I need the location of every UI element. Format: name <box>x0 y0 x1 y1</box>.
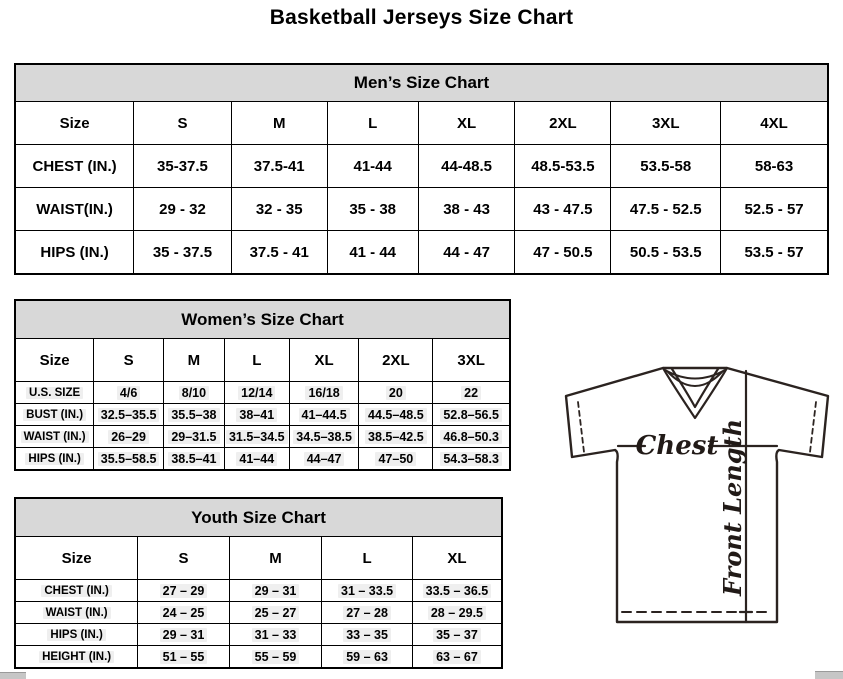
row-label: WAIST (IN.) <box>15 602 138 624</box>
cell-value: 44–47 <box>289 448 359 471</box>
table-row <box>15 231 828 275</box>
cell-value: 47.5 - 52.5 <box>611 188 721 231</box>
row-label: HIPS (IN.) <box>15 624 138 646</box>
cell-value: 38 - 43 <box>418 188 515 231</box>
column-header: 3XL <box>433 339 510 382</box>
cell-value: 52.5 - 57 <box>721 188 828 231</box>
table-header-row <box>15 537 502 580</box>
column-header: M <box>163 339 224 382</box>
cell-value: 31.5–34.5 <box>224 426 289 448</box>
column-header: XL <box>412 537 502 580</box>
column-header: 4XL <box>721 102 828 145</box>
cell-value: 12/14 <box>224 382 289 404</box>
cell-value: 41 - 44 <box>327 231 418 275</box>
cell-value: 32 - 35 <box>231 188 327 231</box>
column-header: XL <box>289 339 359 382</box>
row-label: U.S. SIZE <box>15 382 94 404</box>
table-title: Women’s Size Chart <box>15 300 510 339</box>
cell-value: 50.5 - 53.5 <box>611 231 721 275</box>
mens-size-table <box>14 63 829 275</box>
cell-value: 47–50 <box>359 448 433 471</box>
cell-value: 33.5 – 36.5 <box>412 580 502 602</box>
table-row <box>15 624 502 646</box>
cell-value: 38.5–42.5 <box>359 426 433 448</box>
row-label: WAIST(IN.) <box>15 188 134 231</box>
cell-value: 35-37.5 <box>134 145 232 188</box>
column-header: Size <box>15 102 134 145</box>
cell-value: 58-63 <box>721 145 828 188</box>
cell-value: 31 – 33 <box>229 624 322 646</box>
table-title-row <box>15 64 828 102</box>
cell-value: 26–29 <box>94 426 164 448</box>
column-header: 2XL <box>515 102 611 145</box>
row-label: CHEST (IN.) <box>15 580 138 602</box>
cell-value: 35 - 38 <box>327 188 418 231</box>
page-title: Basketball Jerseys Size Chart <box>269 6 574 29</box>
youth-size-table <box>14 497 503 669</box>
column-header: L <box>327 102 418 145</box>
cell-value: 46.8–50.3 <box>433 426 510 448</box>
column-header: M <box>229 537 322 580</box>
cell-value: 63 – 67 <box>412 646 502 669</box>
cell-value: 38.5–41 <box>163 448 224 471</box>
cell-value: 29 – 31 <box>229 580 322 602</box>
table-title: Men’s Size Chart <box>15 64 828 102</box>
column-header: S <box>134 102 232 145</box>
column-header: 2XL <box>359 339 433 382</box>
cell-value: 4/6 <box>94 382 164 404</box>
row-label: BUST (IN.) <box>15 404 94 426</box>
bottom-right-cutoff-fragment <box>815 671 843 679</box>
cell-value: 20 <box>359 382 433 404</box>
cell-value: 51 – 55 <box>138 646 230 669</box>
cell-value: 47 - 50.5 <box>515 231 611 275</box>
cell-value: 37.5-41 <box>231 145 327 188</box>
bottom-left-cutoff-fragment <box>0 672 26 679</box>
cell-value: 35 – 37 <box>412 624 502 646</box>
womens-size-table <box>14 299 511 471</box>
column-header: S <box>138 537 230 580</box>
cell-value: 25 – 27 <box>229 602 322 624</box>
cell-value: 53.5 - 57 <box>721 231 828 275</box>
cell-value: 35.5–38 <box>163 404 224 426</box>
table-title-row <box>15 300 510 339</box>
cell-value: 22 <box>433 382 510 404</box>
column-header: Size <box>15 537 138 580</box>
cell-value: 44.5–48.5 <box>359 404 433 426</box>
cell-value: 48.5-53.5 <box>515 145 611 188</box>
cell-value: 55 – 59 <box>229 646 322 669</box>
chest-label: Chest <box>635 431 719 461</box>
table-title: Youth Size Chart <box>15 498 502 537</box>
cell-value: 8/10 <box>163 382 224 404</box>
cell-value: 31 – 33.5 <box>322 580 413 602</box>
row-label: HIPS (IN.) <box>15 448 94 471</box>
front-length-label: Front Length <box>718 418 747 596</box>
table-row <box>15 580 502 602</box>
cell-value: 29 - 32 <box>134 188 232 231</box>
row-label: CHEST (IN.) <box>15 145 134 188</box>
cell-value: 44-48.5 <box>418 145 515 188</box>
cell-value: 41–44.5 <box>289 404 359 426</box>
table-row <box>15 404 510 426</box>
table-row <box>15 646 502 669</box>
cell-value: 35 - 37.5 <box>134 231 232 275</box>
cell-value: 52.8–56.5 <box>433 404 510 426</box>
column-header: S <box>94 339 164 382</box>
cell-value: 34.5–38.5 <box>289 426 359 448</box>
cell-value: 24 – 25 <box>138 602 230 624</box>
cell-value: 43 - 47.5 <box>515 188 611 231</box>
cell-value: 32.5–35.5 <box>94 404 164 426</box>
cell-value: 44 - 47 <box>418 231 515 275</box>
jersey-outline-shape <box>566 368 828 622</box>
table-row <box>15 602 502 624</box>
cell-value: 53.5-58 <box>611 145 721 188</box>
jersey-measurement-diagram <box>556 360 842 628</box>
cell-value: 35.5–58.5 <box>94 448 164 471</box>
cell-value: 33 – 35 <box>322 624 413 646</box>
table-row <box>15 448 510 471</box>
cell-value: 59 – 63 <box>322 646 413 669</box>
column-header: XL <box>418 102 515 145</box>
cell-value: 41–44 <box>224 448 289 471</box>
cell-value: 38–41 <box>224 404 289 426</box>
table-header-row <box>15 102 828 145</box>
table-row <box>15 426 510 448</box>
cell-value: 16/18 <box>289 382 359 404</box>
column-header: L <box>322 537 413 580</box>
row-label: HIPS (IN.) <box>15 231 134 275</box>
cell-value: 27 – 29 <box>138 580 230 602</box>
table-row <box>15 382 510 404</box>
column-header: Size <box>15 339 94 382</box>
cell-value: 41-44 <box>327 145 418 188</box>
table-title-row <box>15 498 502 537</box>
table-row <box>15 145 828 188</box>
cell-value: 37.5 - 41 <box>231 231 327 275</box>
column-header: 3XL <box>611 102 721 145</box>
column-header: M <box>231 102 327 145</box>
table-header-row <box>15 339 510 382</box>
cell-value: 28 – 29.5 <box>412 602 502 624</box>
cell-value: 27 – 28 <box>322 602 413 624</box>
cell-value: 29 – 31 <box>138 624 230 646</box>
cell-value: 29–31.5 <box>163 426 224 448</box>
cell-value: 54.3–58.3 <box>433 448 510 471</box>
row-label: HEIGHT (IN.) <box>15 646 138 669</box>
table-row <box>15 188 828 231</box>
column-header: L <box>224 339 289 382</box>
row-label: WAIST (IN.) <box>15 426 94 448</box>
